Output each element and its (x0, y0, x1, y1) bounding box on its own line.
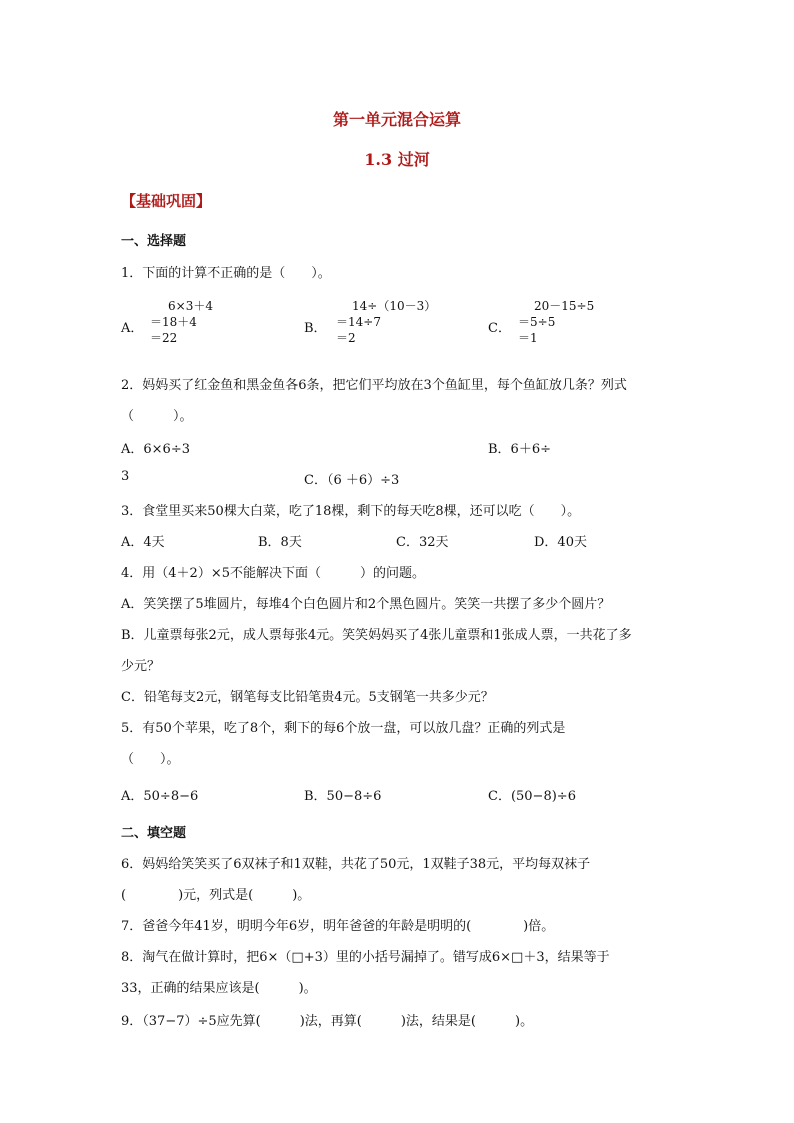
calc-line: 14÷（10－3） (352, 299, 437, 313)
q3-option-a: A．4天 (121, 535, 165, 550)
q1-option-b-calc (336, 298, 436, 346)
worksheet-title: 第一单元混合运算 (332, 110, 461, 129)
q2-option-b-continued: 3 (121, 469, 130, 484)
calc-line: ＝18＋4 (150, 315, 197, 329)
q3-option-d: D．40天 (534, 535, 587, 550)
part2-heading: 二、填空题 (121, 826, 187, 841)
q4-option-a: A．笑笑摆了5堆圆片，每堆4个白色圆片和2个黑色圆片。笑笑一共摆了多少个圆片？ (121, 597, 611, 612)
lesson-subtitle: 1.3 过河 (364, 150, 430, 169)
q2-option-a: A．6×6÷3 (121, 442, 190, 457)
calc-line: ＝1 (518, 331, 538, 345)
question-4-stem: 4．用（4＋2）×5不能解决下面（ ）的问题。 (121, 566, 425, 581)
question-3-stem: 3．食堂里买来50棵大白菜，吃了18棵，剩下的每天吃8棵，还可以吃（ ）。 (121, 504, 581, 519)
q3-option-b: B．8天 (258, 535, 302, 550)
question-7: 7．爸爸今年41岁，明明今年6岁，明年爸爸的年龄是明明的( )倍。 (121, 919, 555, 934)
question-8-line-2: 33，正确的结果应该是( )。 (121, 981, 317, 996)
q4-option-b-line-1: B．儿童票每张2元，成人票每张4元。笑笑妈妈买了4张儿童票和1张成人票，一共花了多 (121, 628, 632, 643)
question-8-line-1: 8．淘气在做计算时，把6×（□+3）里的小括号漏掉了。错写成6×□＋3，结果等于 (121, 950, 610, 965)
q5-option-a: A．50÷8−6 (121, 789, 199, 804)
q1-option-a-label: A． (121, 321, 144, 336)
calc-line: ＝22 (150, 331, 178, 345)
q3-option-c: C．32天 (396, 535, 449, 550)
question-2-line-2: （ ）。 (121, 409, 193, 424)
question-9: 9．（37−7）÷5应先算( )法，再算( )法，结果是( )。 (121, 1014, 534, 1029)
calc-line: 6×3＋4 (168, 299, 213, 313)
q1-option-a-calc (150, 298, 213, 346)
q1-option-c-calc (518, 298, 594, 346)
calc-line: ＝14÷7 (336, 315, 381, 329)
calc-line: 20－15÷5 (534, 299, 595, 313)
calc-line: ＝5÷5 (518, 315, 556, 329)
q4-option-b-line-2: 少元？ (121, 659, 161, 674)
question-6-line-1: 6．妈妈给笑笑买了6双袜子和1双鞋，共花了50元，1双鞋子38元，平均每双袜子 (121, 857, 591, 872)
question-1-stem: 1．下面的计算不正确的是（ ）。 (121, 266, 331, 281)
question-5-line-2: （ ）。 (121, 752, 180, 767)
question-5-line-1: 5．有50个苹果，吃了8个，剩下的每6个放一盘，可以放几盘？正确的列式是 (121, 721, 566, 736)
q4-option-c: C．铅笔每支2元，钢笔每支比铅笔贵4元。5支钢笔一共多少元？ (121, 690, 494, 705)
question-6-line-2: ( )元，列式是( )。 (121, 888, 311, 903)
q2-option-c: C．（6 ＋6）÷3 (304, 473, 400, 488)
question-2-line-1: 2．妈妈买了红金鱼和黑金鱼各6条，把它们平均放在3个鱼缸里，每个鱼缸放几条？列式 (121, 378, 627, 393)
q5-option-b: B．50−8÷6 (304, 789, 382, 804)
q1-option-b-label: B． (304, 321, 327, 336)
q1-option-c-label: C． (488, 321, 511, 336)
q5-option-c: C．(50−8)÷6 (488, 789, 576, 804)
calc-line: ＝2 (336, 331, 356, 345)
part1-heading: 一、选择题 (121, 234, 187, 249)
section-label: 【基础巩固】 (121, 192, 212, 210)
q2-option-b: B．6＋6÷ (488, 442, 551, 457)
